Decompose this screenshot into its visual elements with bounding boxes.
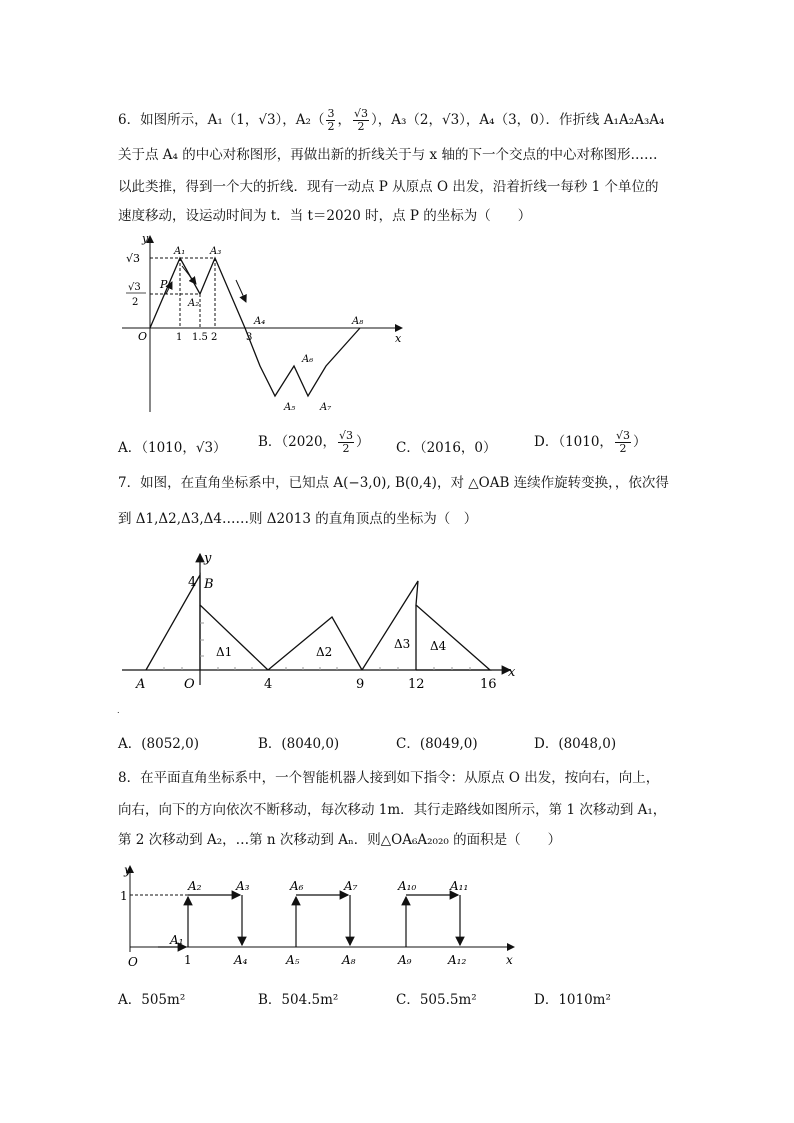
q8-a7: A₇ [344,879,358,893]
q6-line-4: 速度移动，设运动时间为 t．当 t＝2020 时，点 P 的坐标为（ ） [118,208,532,224]
q7-footer-mark: . [117,706,120,715]
q7-y-label: y [204,551,212,566]
q6-a1: A₁ [174,246,186,257]
q6-line-2: 关于点 A₄ 的中心对称图形，再做出新的折线关于与 x 轴的下一个交点的中心对称图形…… [118,147,658,163]
q8-option-b[interactable]: B．504.5m² [258,992,339,1008]
q7-tick-16: 16 [480,677,497,692]
q8-line-3: 第 2 次移动到 A₂，…第 n 次移动到 Aₙ．则△OA₆A₂₀₂₀ 的面积是（ ） [118,832,562,848]
q7-option-a[interactable]: A．(8052,0) [118,736,200,752]
q7-delta1: Δ1 [216,645,233,659]
q7-a-label: A [136,677,146,692]
q6-arrow [182,266,196,284]
q6-half-den: 2 [132,297,139,308]
q6-half-num: √3 [128,282,141,293]
q8-a5: A₅ [286,953,300,967]
q8-line-1: 8．在平面直角坐标系中，一个智能机器人接到如下指令：从原点 O 出发，按向右，向上， [118,770,660,786]
q6-tick-3: 3 [246,332,253,343]
q7-x-label: x [508,665,516,680]
q7-option-d[interactable]: D．(8048,0) [534,736,617,752]
q6-figure [120,230,410,420]
q8-a12: A₁₂ [448,953,467,967]
q8-a11: A₁₁ [450,879,469,893]
q6-polyline [150,258,360,396]
q8-x-label: x [506,953,513,967]
q7-b-label: B [204,577,214,592]
q6-a5: A₅ [284,402,296,413]
q6-tick-2: 2 [211,332,218,343]
q7-figure [118,550,528,700]
q6-arrow [236,280,246,302]
q6-tick-15: 1.5 [192,332,208,343]
q8-one-x: 1 [184,953,192,967]
q6-p-label: P [160,278,168,291]
q6-origin-label: O [138,330,148,343]
q8-y-label: y [124,863,131,877]
q7-four-y: 4 [188,575,197,590]
q8-a4: A₄ [234,953,248,967]
q8-option-c[interactable]: C．505.5m² [396,992,477,1008]
q7-delta3: Δ3 [394,637,411,651]
q8-a3: A₃ [236,879,250,893]
q6-a8: A₈ [352,316,364,327]
q7-line-2: 到 Δ1,Δ2,Δ3,Δ4……则 Δ2013 的直角顶点的坐标为（ ） [118,511,478,527]
q8-a10: A₁₀ [398,879,417,893]
q8-line-2: 向右，向下的方向依次不断移动，每次移动 1m．其行走路线如图所示，第 1 次移动到 A₁， [118,802,667,818]
q6-a3: A₃ [210,246,222,257]
q6-a2: A₂ [188,298,200,309]
q6-option-a[interactable]: A．（1010，√3） [118,440,227,456]
q7-delta2: Δ2 [316,645,333,659]
q6-option-d[interactable]: D．（1010， $\frac{√3}{2}$ ） [534,429,647,455]
q6-line-1: 6．如图所示，A₁（1，√3），A₂（ $\frac{3}{2}$ ， $\frac{√3}{2}$ ），A₃（2，√3），A₄（3，0）．作折线 A₁A₂A₃A₄ [118,107,665,133]
q8-option-d[interactable]: D．1010m² [534,992,611,1008]
q7-line-1: 7．如图，在直角坐标系中，已知点 A(−3,0), B(0,4)，对 △OAB 连续作旋转变换，，依次得 [118,475,669,491]
q8-origin-label: O [128,955,138,969]
q7-delta4: Δ4 [430,639,447,653]
q8-a1: A₁ [170,933,184,947]
q8-a8: A₈ [342,953,356,967]
q6-sqrt3-label: √3 [126,252,141,265]
q8-option-a[interactable]: A．505m² [118,992,186,1008]
q7-tick-9: 9 [356,677,365,692]
q6-line-3: 以此类推，得到一个大的折线．现有一动点 P 从原点 O 出发，沿着折线一每秒 1 个单位的 [118,179,659,195]
q7-option-c[interactable]: C．(8049,0) [396,736,478,752]
q7-tick-12: 12 [408,677,425,692]
q6-a7: A₇ [320,402,332,413]
q8-figure [118,860,528,975]
q8-a2: A₂ [188,879,202,893]
q6-x-label: x [395,332,402,345]
q6-a4: A₄ [254,316,266,327]
q6-option-b[interactable]: B．（2020， $\frac{√3}{2}$ ） [258,429,370,455]
q7-option-b[interactable]: B．(8040,0) [258,736,340,752]
q6-option-c[interactable]: C．（2016，0） [396,440,497,456]
q7-o-label: O [184,677,195,692]
q6-a6: A₆ [302,354,314,365]
q8-a9: A₉ [398,953,412,967]
q8-one-y: 1 [120,889,128,903]
q6-tick-1: 1 [176,332,183,343]
q6-y-label: y [142,232,149,245]
q7-tick-4: 4 [264,677,273,692]
q8-a6: A₆ [290,879,304,893]
